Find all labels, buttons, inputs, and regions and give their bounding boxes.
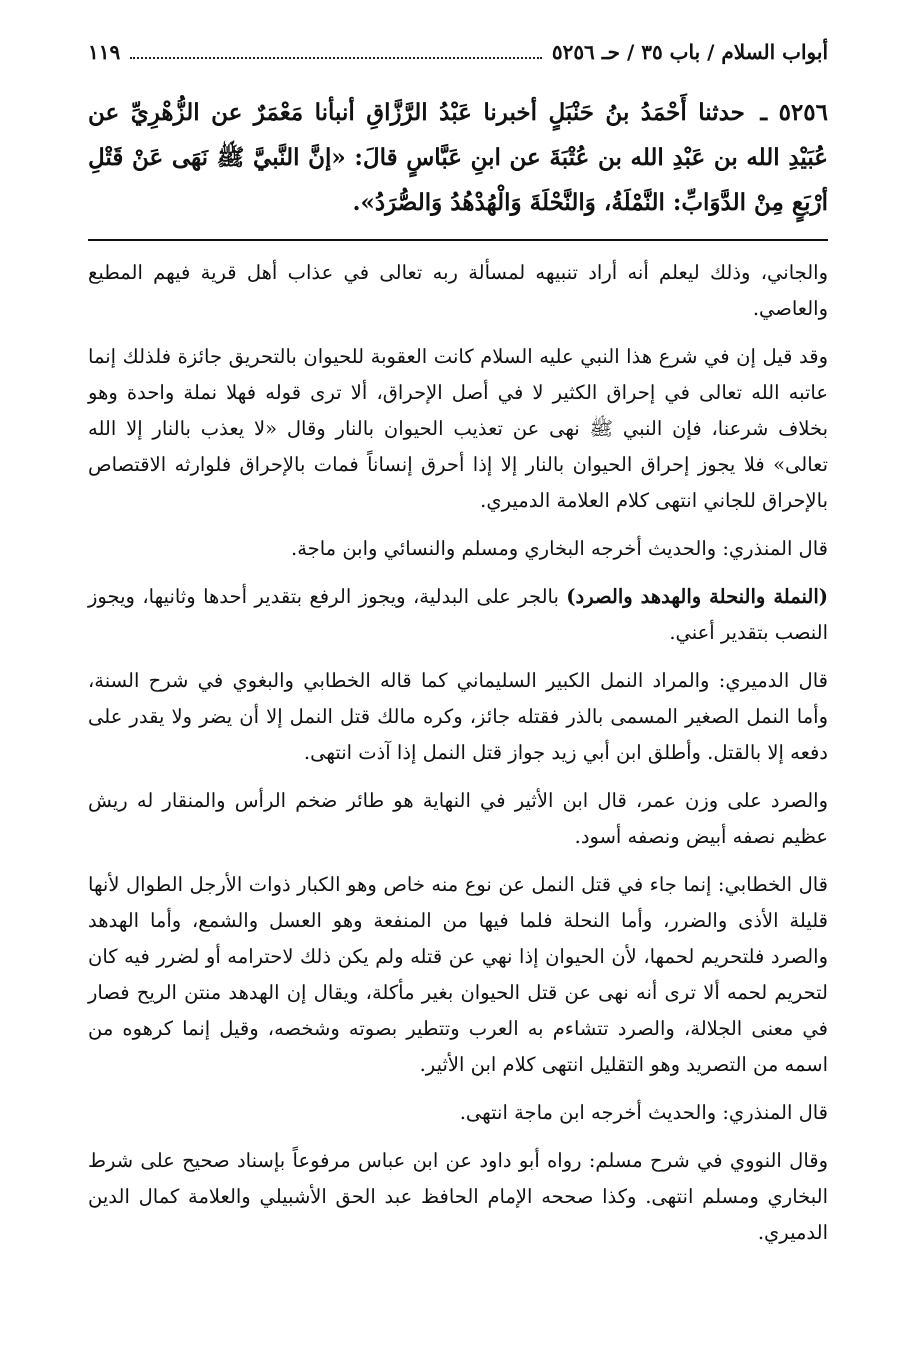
lemma-explanation: بالجر على البدلية، ويجوز الرفع بتقدير أحدها وثانيها، ويجوز النصب بتقدير أعني. bbox=[88, 585, 828, 644]
page-number: ١١٩ bbox=[88, 40, 121, 64]
commentary-block bbox=[88, 255, 828, 1251]
leader-dots bbox=[130, 45, 542, 59]
commentary-paragraph-4 bbox=[88, 579, 828, 651]
commentary-paragraph-9: وقال النووي في شرح مسلم: رواه أبو داود عن ابن عباس مرفوعاً بإسناد صحيح على شرط البخاري ومسلم انتهى. وكذا صححه الإمام الحافظ عبد الحق الأشبيلي والعلامة كمال الدين الدميري. bbox=[88, 1149, 828, 1244]
commentary-paragraph-3: قال المنذري: والحديث أخرجه البخاري ومسلم والنسائي وابن ماجة. bbox=[291, 537, 828, 560]
commentary-paragraph-2: وقد قيل إن في شرع هذا النبي عليه السلام كانت العقوبة للحيوان بالتحريق جائزة فلذلك إنما عاتبه الله تعالى في إحراق الكثير لا في أصل الإحراق، ألا ترى قوله فهلا نملة واحدة وهو بخلاف شرعنا، فإن النبي ﷺ نهى عن تعذيب الحيوان بالنار وقال «لا يعذب بالنار إلا الله تعالى» فلا يجوز إحراق الحيوان بالنار إلا إذا أحرق إنساناً فمات بالإحراق فلوارثه الاقتصاص بالإحراق للجاني انتهى كلام العلامة الدميري. bbox=[88, 345, 828, 512]
running-header bbox=[88, 40, 828, 74]
commentary-paragraph-8: قال المنذري: والحديث أخرجه ابن ماجة انتهى. bbox=[459, 1101, 828, 1124]
commentary-paragraph-7: قال الخطابي: إنما جاء في قتل النمل عن نوع منه خاص وهو الكبار ذوات الأرجل الطوال لأنها قليلة الأذى والضرر، وأما النحلة فلما فيها من المنفعة وهو العسل والشمع، وأما الهدهد والصرد فلتحريم لحمها، لأن الحيوان إذا نهي عن قتله ولم يكن ذلك لاحترامه أو لضرر فيه كان لتحريم لحمه ألا ترى أنه نهى عن قتل الحيوان بغير مأكلة، ويقال إن الهدهد منتن الريح فصار في معنى الجلالة، والصرد تتشاءم به العرب وتتطير بصوته وشخصه، وقيل إنما كرهوه من اسمه من التصريد وهو التقليل انتهى كلام ابن الأثير. bbox=[88, 873, 828, 1076]
hadith-number: ٥٢٥٦ ـ bbox=[760, 99, 828, 126]
commentary-paragraph-6: والصرد على وزن عمر، قال ابن الأثير في النهاية هو طائر ضخم الرأس والمنقار له ريش عظيم نصفه أبيض ونصفه أسود. bbox=[88, 789, 828, 848]
lemma-heading: (النملة والنحلة والهدهد والصرد) bbox=[566, 585, 828, 608]
book-page bbox=[88, 40, 828, 1263]
chapter-heading: أبواب السلام / باب ٣٥ / حـ ٥٢٥٦ bbox=[551, 40, 828, 64]
hadith-text-block bbox=[88, 90, 828, 225]
commentary-paragraph-1: والجاني، وذلك ليعلم أنه أراد تنبيهه لمسألة ربه تعالى في عذاب أهل قرية فيهم المطيع والعاصي. bbox=[88, 261, 828, 320]
separator-line bbox=[88, 239, 828, 241]
hadith-text: حدثنا أَحْمَدُ بنُ حَنْبَلٍ أخبرنا عَبْدُ الرَّزَّاقِ أنبأنا مَعْمَرٌ عن الزُّهْرِيِّ عن عُبَيْدِ الله بن عَبْدِ الله بن عُتْبَةَ عن ابنِ عَبَّاسٍ قالَ: «إنَّ النَّبيَّ ﷺ نَهَى عَنْ قَتْلِ أرْبَعٍ مِنْ الدَّوَابِّ: النَّمْلَةُ، وَالنَّحْلَةَ وَالْهُدْهُدُ وَالصُّرَدُ». bbox=[88, 99, 828, 216]
commentary-paragraph-5: قال الدميري: والمراد النمل الكبير السليماني كما قاله الخطابي والبغوي في شرح السنة، وأما النمل الصغير المسمى بالذر فقتله جائز، وكره مالك قتل النمل إلا أن يضر ولا يقدر على دفعه إلا بالقتل. وأطلق ابن أبي زيد جواز قتل النمل إذا آذت انتهى. bbox=[88, 669, 828, 764]
